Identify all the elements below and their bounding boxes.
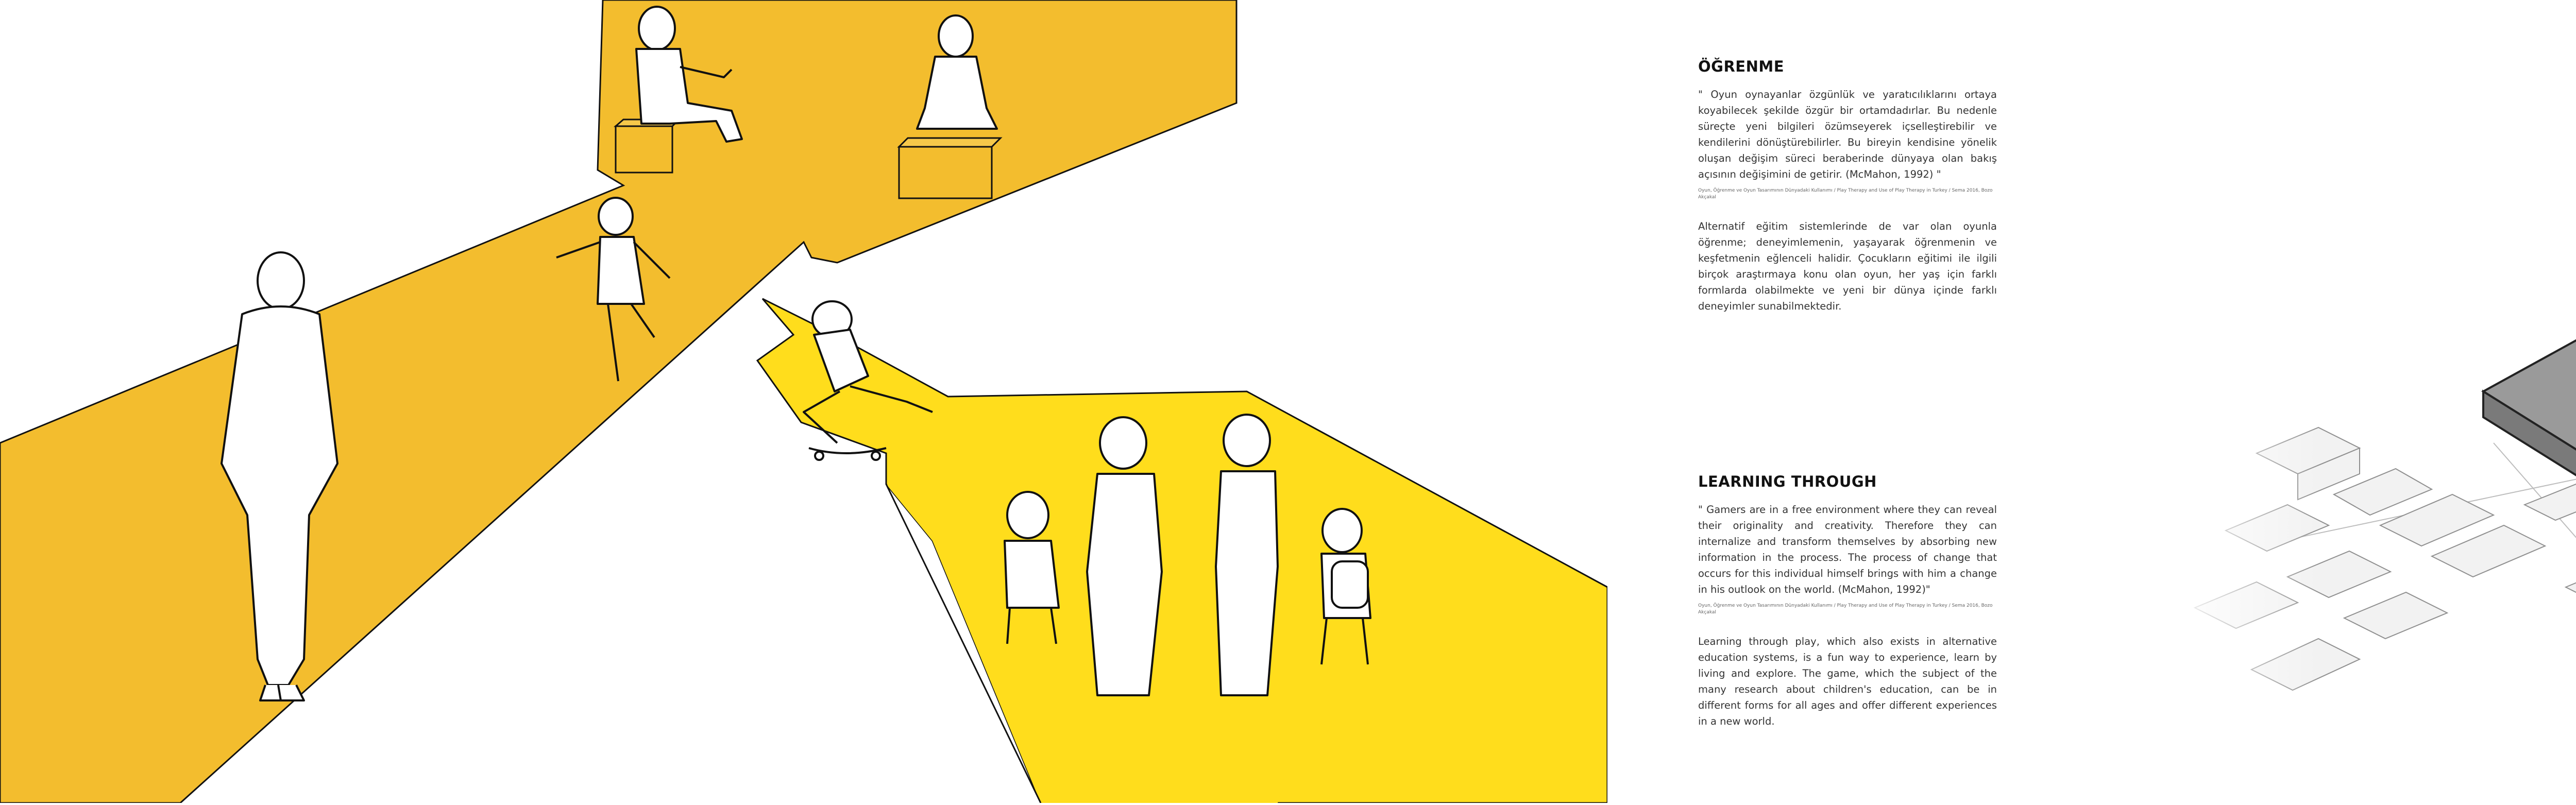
english-section (1698, 473, 1997, 729)
english-body: Learning through play, which also exists in alternative education systems, is a fun way to experience, learn by living and explore. The game, which the subject of the many research about children's education, can be in different forms for all ages and offer different experiences in a new world. (1698, 636, 1997, 727)
turkish-body: Alternatif eğitim sistemlerinde de var olan oyunla öğrenme; deneyimlemenin, yaşayarak öğrenmenin ve keşfetmenin eğlenceli halidir. Çocukların eğitimi ile ilgili birçok araştırmaya konu olan oyun, her yaş için farklı formlarda olabilmekte ve yeni bir dünya içinde farklı deneyimler sunabilmektedir. (1698, 220, 1997, 312)
english-quote: " Gamers are in a free environment where they can reveal their originality and creativity. Therefore they can internalize and transform themselves by absorbing new information in the process. The process of change that occurs for this individual himself brings with him a change in his outlook on the world. (McMahon, 1992)" (1698, 504, 1997, 595)
english-source: Oyun, Öğrenme ve Oyun Tasarımının Dünyadaki Kullanımı / Play Therapy and Use of Play Therapy in Turkey / Sema 2016, Bozo Akçakal (1698, 603, 1993, 615)
turkish-section (1698, 58, 1997, 314)
orange-box-right (899, 138, 1001, 198)
english-title: LEARNING THROUGH (1698, 473, 1877, 490)
turkish-title: ÖĞRENME (1698, 58, 1785, 75)
orange-box-left (616, 119, 679, 173)
turkish-quote: " Oyun oynayanlar özgünlük ve yaratıcılıklarını ortaya koyabilecek şekilde özgür bir ortamdadırlar. Bu nedenle süreçte yeni bilgileri özümseyerek içselleştirebilir ve kendilerini dönüştürebilirler. Bu bireyin kendisine yönelik oluşan değişim süreci beraberinde dünyaya olan bakış açısının değişimini de getirir. (McMahon, 1992) " (1698, 89, 1997, 180)
text-column (1698, 0, 1997, 803)
turkish-source: Oyun, Öğrenme ve Oyun Tasarımının Dünyadaki Kullanımı / Play Therapy and Use of Play Therapy in Turkey / Sema 2016, Bozo Akçakal (1698, 188, 1993, 200)
site-axonometric-panel (2164, 0, 2576, 803)
site-axonometric-map (2164, 0, 2576, 803)
